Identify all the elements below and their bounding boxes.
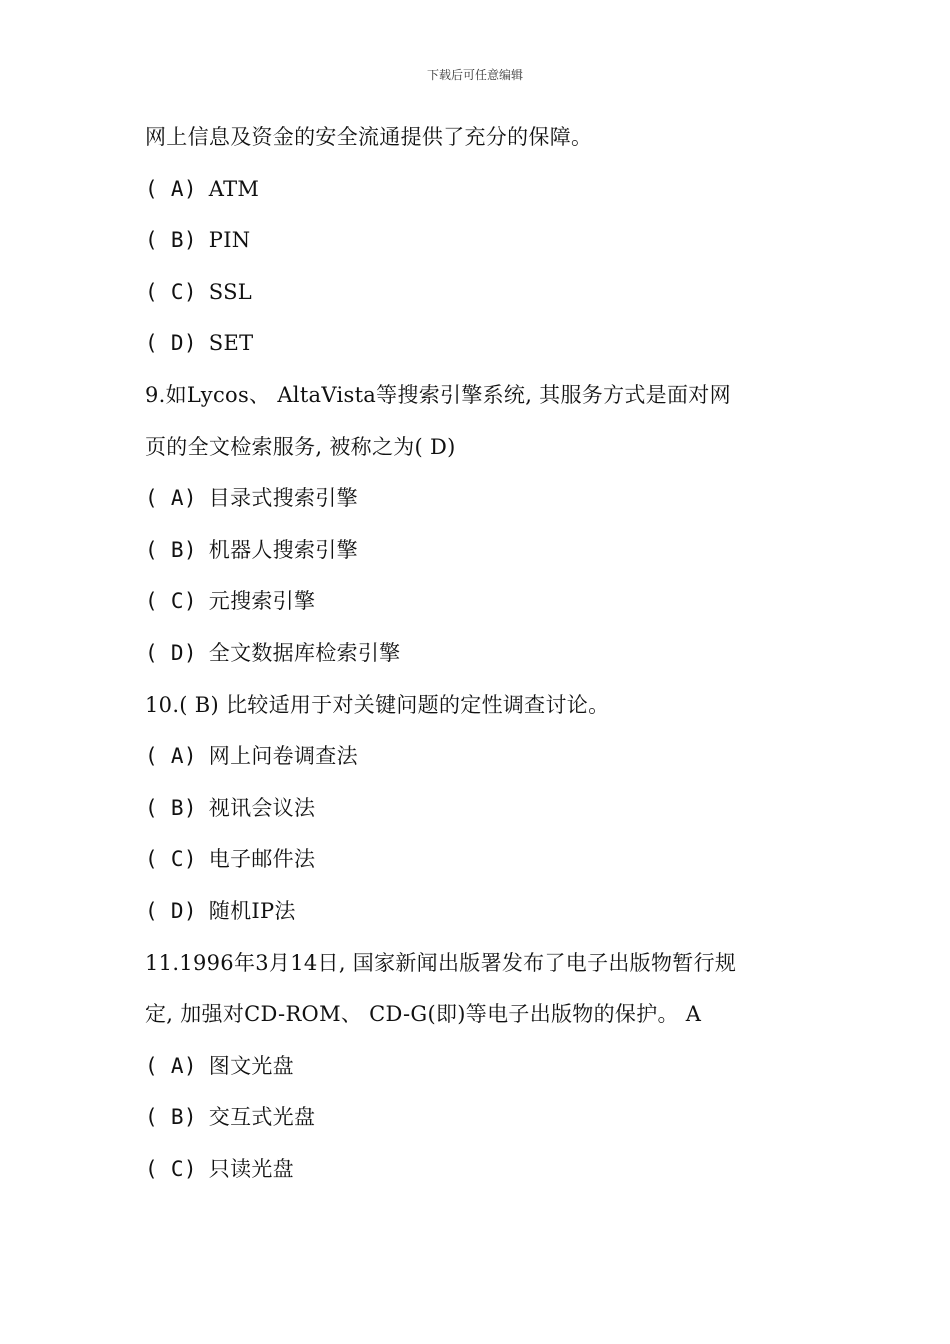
question-line: 9.如Lycos、 AltaVista等搜索引擎系统, 其服务方式是面对网: [145, 382, 731, 407]
option-text: 图文光盘: [208, 1053, 294, 1078]
option-line: [145, 1044, 825, 1096]
option-label: ( C): [145, 1156, 197, 1181]
option-line: [145, 786, 825, 838]
option-label: ( B): [145, 1105, 197, 1130]
option-label: ( D): [145, 898, 197, 923]
option-text: 只读光盘: [208, 1156, 294, 1181]
option-line: [145, 528, 825, 580]
document-body: [145, 115, 825, 1198]
option-label: ( C): [145, 847, 197, 872]
question-line: 10.( B) 比较适用于对关键问题的定性调查讨论。: [145, 692, 610, 717]
option-line: [145, 1147, 825, 1199]
option-line: [145, 167, 825, 219]
option-text: 目录式搜索引擎: [208, 486, 358, 511]
page-header: 下载后可任意编辑: [426, 68, 523, 82]
option-text: 元搜索引擎: [208, 589, 316, 614]
option-label: ( B): [145, 537, 197, 562]
option-line: [145, 889, 825, 941]
option-line: [145, 579, 825, 631]
option-text: 机器人搜索引擎: [208, 537, 358, 562]
question-line: 页的全文检索服务, 被称之为( D): [145, 434, 456, 459]
option-line: [145, 837, 825, 889]
option-text: 视讯会议法: [208, 795, 316, 820]
option-label: ( A): [145, 486, 197, 511]
paragraph-line: 网上信息及资金的安全流通提供了充分的保障。: [145, 125, 593, 149]
option-text: 随机IP法: [208, 898, 296, 923]
option-label: ( D): [145, 331, 197, 356]
option-label: ( D): [145, 640, 197, 665]
option-text: SSL: [208, 279, 253, 304]
option-line: [145, 631, 825, 683]
option-label: ( C): [145, 589, 197, 614]
option-label: ( C): [145, 279, 197, 304]
option-label: ( A): [145, 176, 197, 201]
option-line: [145, 476, 825, 528]
option-label: ( A): [145, 744, 197, 769]
option-label: ( B): [145, 228, 197, 253]
option-label: ( A): [145, 1053, 197, 1078]
option-line: [145, 218, 825, 270]
option-text: 电子邮件法: [208, 847, 316, 872]
option-text: 全文数据库检索引擎: [208, 640, 401, 665]
question-line: 11.1996年3月14日, 国家新闻出版署发布了电子出版物暂行规: [145, 950, 737, 975]
option-line: [145, 321, 825, 373]
option-line: [145, 1095, 825, 1147]
option-text: 网上问卷调查法: [208, 744, 358, 769]
question-line: 定, 加强对CD-ROM、 CD-G(即)等电子出版物的保护。 A: [145, 1002, 702, 1027]
option-label: ( B): [145, 795, 197, 820]
option-text: ATM: [208, 176, 260, 201]
option-text: SET: [208, 331, 254, 356]
option-line: [145, 270, 825, 322]
option-text: 交互式光盘: [208, 1105, 316, 1130]
option-line: [145, 734, 825, 786]
option-text: PIN: [208, 228, 251, 253]
